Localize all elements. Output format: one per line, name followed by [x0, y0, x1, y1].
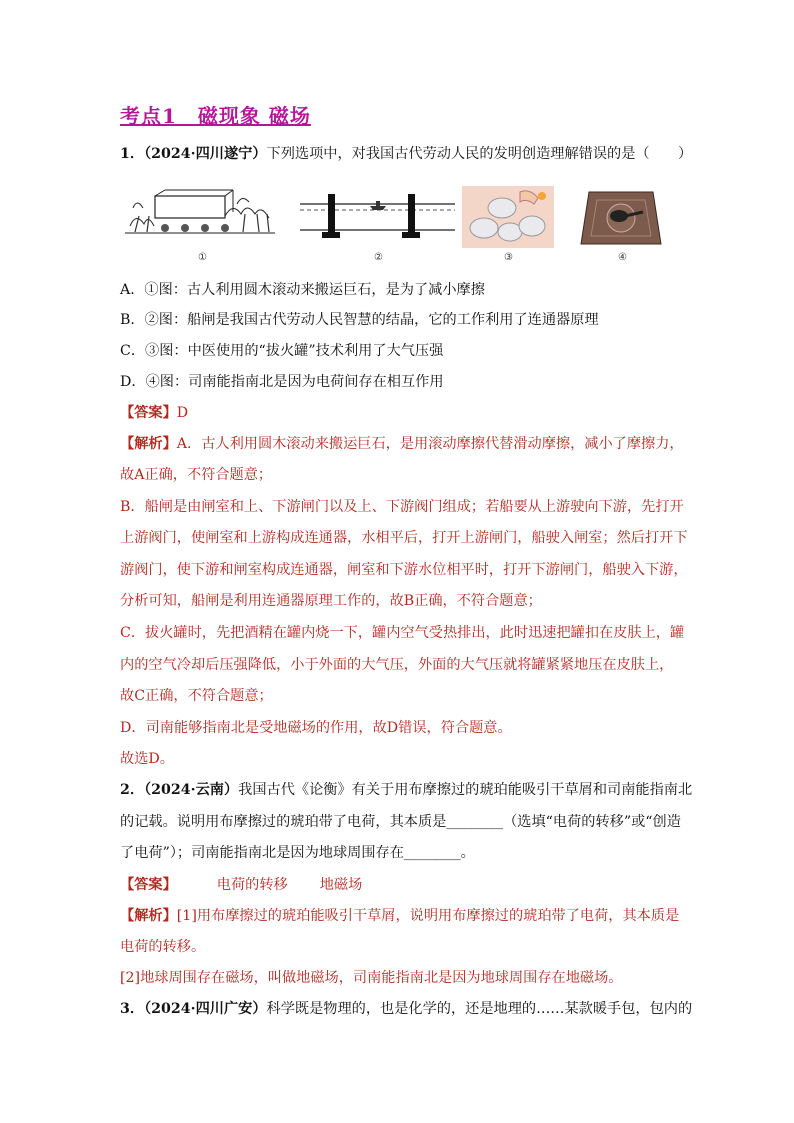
answer-label: 【答案】	[120, 405, 177, 421]
question-1-answer	[120, 403, 188, 423]
question-2-stem	[120, 780, 692, 800]
analysis-line: B．船闸是由闸室和上、下游闸门以及上、下游阀门组成；若船要从上游驶向下游，先打开	[120, 499, 684, 515]
analysis-line	[120, 434, 684, 454]
question-1-figures	[120, 186, 680, 264]
answer-value: D	[176, 405, 189, 421]
question-source: （2024·四川广安）	[144, 1001, 267, 1017]
analysis-label: 【解析】	[120, 908, 177, 924]
option-d: D．④图：司南能指南北是因为电荷间存在相互作用	[120, 374, 444, 390]
question-2-text: 了电荷”）；司南能指南北是因为地球周围存在________。	[120, 845, 475, 861]
analysis-line: 分析可知，船闸是利用连通器原理工作的，故B正确，不符合题意；	[120, 593, 542, 609]
analysis-line: 电荷的转移。	[120, 939, 206, 955]
question-text: 我国古代《论衡》有关于用布摩擦过的琥珀能吸引干草屑和司南能指南北	[238, 782, 693, 798]
answer-label: 【答案】	[120, 877, 177, 893]
analysis-line: 内的空气冷却后压强降低，小于外面的大气压，外面的大气压就将罐紧紧地压在皮肤上，	[120, 657, 674, 673]
question-source: （2024·云南）	[144, 782, 239, 798]
figure-label-4: ④	[618, 252, 627, 263]
analysis-line: 上游阀门，使闸室和上游构成连通器，水相平后，打开上游闸门，船驶入闸室；然后打开下	[120, 530, 688, 546]
figure-label-3: ③	[504, 252, 513, 263]
figure-label-2: ②	[374, 252, 383, 263]
analysis-line: [2]地球周围存在磁场，叫做地磁场，司南能指南北是因为地球周围存在地磁场。	[120, 970, 623, 986]
option-a: A．①图：古人利用圆木滚动来搬运巨石，是为了减小摩擦	[120, 282, 485, 298]
question-number: 2．	[120, 782, 145, 798]
section-title: 考点1 磁现象 磁场	[120, 104, 311, 128]
question-number: 1．	[120, 146, 145, 162]
answer-value: 电荷的转移	[216, 877, 288, 893]
question-text: 科学既是物理的，也是化学的，还是地理的……某款暖手包，包内的	[266, 1001, 693, 1017]
analysis-text: A．古人利用圆木滚动来搬运巨石，是用滚动摩擦代替滑动摩擦，减小了摩擦力，	[176, 436, 684, 452]
analysis-line	[120, 906, 679, 926]
option-b: B．②图：船闸是我国古代劳动人民智慧的结晶，它的工作利用了连通器原理	[120, 312, 599, 328]
question-source: （2024·四川遂宁）	[144, 146, 267, 162]
figure-label-1: ①	[198, 252, 207, 263]
analysis-line: 故选D。	[120, 751, 174, 767]
analysis-line: 游阀门，使下游和闸室构成连通器，闸室和下游水位相平时，打开下游闸门，船驶入下游，	[120, 562, 688, 578]
question-3-stem	[120, 999, 692, 1019]
question-1-stem	[120, 144, 692, 164]
answer-value: 地磁场	[319, 877, 363, 893]
analysis-line: 故A正确，不符合题意；	[120, 467, 273, 483]
ship-lock-figure	[300, 186, 455, 248]
analysis-text: [1]用布摩擦过的琥珀能吸引干草屑，说明用布摩擦过的琥珀带了电荷，其本质是	[176, 908, 680, 924]
sinan-compass-figure	[575, 186, 667, 248]
option-c: C．③图：中医使用的“拔火罐”技术利用了大气压强	[120, 343, 444, 359]
question-2-text: 的记载。说明用布摩擦过的琥珀带了电荷，其本质是________（选填“电荷的转移”或“创造	[120, 814, 681, 830]
analysis-line: 故C正确，不符合题意；	[120, 688, 273, 704]
question-number: 3．	[120, 1001, 145, 1017]
analysis-label: 【解析】	[120, 436, 177, 452]
question-2-answer	[120, 875, 362, 895]
rolling-logs-figure	[125, 186, 275, 248]
cupping-figure	[462, 186, 554, 248]
analysis-line: D．司南能够指南北是受地磁场的作用，故D错误，符合题意。	[120, 720, 512, 736]
question-text: 下列选项中，对我国古代劳动人民的发明创造理解错误的是（ ）	[266, 146, 693, 162]
analysis-line: C．拔火罐时，先把酒精在罐内烧一下，罐内空气受热排出，此时迅速把罐扣在皮肤上，罐	[120, 625, 685, 641]
